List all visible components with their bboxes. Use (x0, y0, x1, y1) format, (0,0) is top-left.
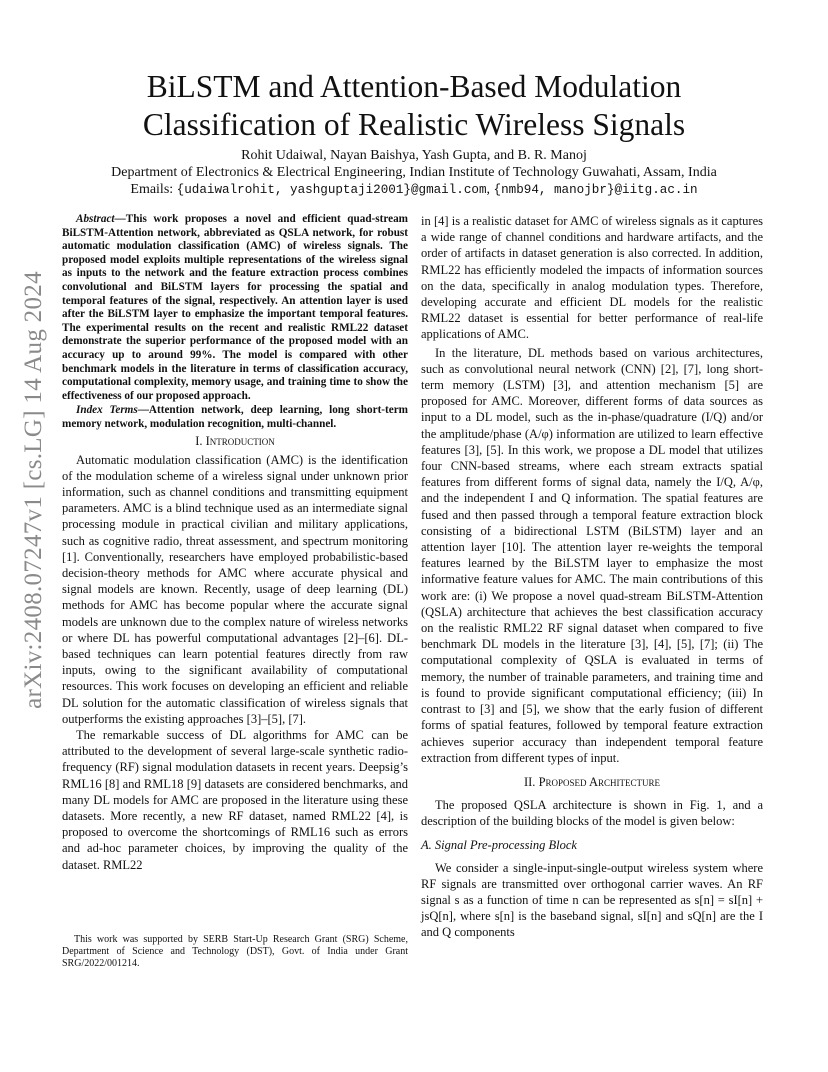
author-list: Rohit Udaiwal, Nayan Baishya, Yash Gupta, and B. R. Manoj (241, 148, 587, 163)
author-emails (0, 182, 828, 198)
index-terms-label: Index Terms (76, 404, 138, 417)
intro-paragraph-2: The remarkable success of DL algorithms for AMC can be attributed to the development of several large-scale synthetic radio-frequency (RF) signal modulation datasets in recent years. Deepsig’s RML16 [8] and RML18 [9] datasets are considered benchmarks, and many DL models for AMC are proposed in the literature using these datasets. More recently, a new RF dataset, named RML22 [4], is proposed to overcome the shortcomings of RML16 such as errors and ad-hoc parameter choices, by improving the quality of the dataset. RML22 (62, 727, 408, 872)
footnote: This work was supported by SERB Start-Up Research Grant (SRG) Scheme, Department of Science and Technology (DST), Govt. of India under Grant SRG/2022/001214. (62, 934, 408, 969)
architecture-paragraph: The proposed QSLA architecture is shown in Fig. 1, and a description of the building blocks of the model is given below: (421, 797, 763, 829)
section-heading-introduction: I. Introduction (195, 433, 275, 448)
emails-label: Emails: (130, 182, 177, 197)
title-line-1: BiLSTM and Attention-Based Modulation (146, 69, 682, 104)
abstract-text: —This work proposes a novel and efficient quad-stream BiLSTM-Attention network, abbreviated as QSLA network, for robust automatic modulation classification (AMC) of wireless signals. The proposed model exploits multiple representations of the wireless signal as inputs to the network and the feature extraction process combines convolutional and BiLSTM layers for processing the spatial and temporal features of the signal, respectively. An attention layer is used after the BiLSTM layer to emphasize the important temporal features. The experimental results on the recent and realistic RML22 dataset demonstrate the superior performance of the proposed model with an accuracy up to around 99%. The model is compared with other benchmark models in the literature in terms of classification accuracy, computational complexity, memory usage, and training time to show the effectiveness of our proposed approach. (62, 213, 408, 402)
preprocessing-paragraph: We consider a single-input-single-output wireless system where RF signals are transmitted over orthogonal carrier waves. An RF signal s as a function of time n can be represented as s[n] = sI[n] + jsQ[n], where s[n] is the baseband signal, sI[n] and sQ[n] are the I and Q components (421, 860, 763, 940)
index-terms-text: —Attention network, deep learning, long short-term memory network, modulation recognition, multi-channel. (62, 404, 408, 430)
affiliation: Department of Electronics & Electrical Engineering, Indian Institute of Technology Guwahati, Assam, India (111, 165, 717, 180)
right-column (421, 213, 763, 941)
left-column (62, 213, 408, 873)
paper-title (0, 68, 828, 144)
right-paragraph-2: In the literature, DL methods based on various architectures, such as convolutional neural network (CNN) [2], [7], long short-term memory (LSTM) [3], and attention mechanism [5] are proposed for AMC. Moreover, different forms of data sources as input to a DL model, such as the in-phase/quadrature (I/Q) and/or the amplitude/phase (A/φ) information are utilized to learn effective features [3], [5]. In this work, we propose a DL model that utilizes four CNN-based streams, where each stream extracts spatial features from different forms of signal data, namely the I/Q, A/φ, and the independent I and Q information. The spatial features are fused and then passed through a temporal feature extraction block consisting of a bidirectional LSTM (BiLSTM) layer and an attention layer [10]. The attention layer re-weights the temporal features learned by the BiLSTM layer to emphasize the most informative feature values for AMC. The main contributions of this work are: (i) We propose a novel quad-stream BiLSTM-Attention (QSLA) architecture that achieves the best classification accuracy on the realistic RML22 RF signal dataset when compared to five benchmark DL models in the literature [3], [4], [5], [7]; (ii) The computational complexity of QSLA is evaluated in terms of memory, the number of trainable parameters, and training time and is found to provide significant computational efficiency; (iii) In contrast to [3] and [5], we show that the early fusion of different forms of spatial features, followed by temporal feature extraction achieves superior accuracy than independent temporal feature extraction from different types of input. (421, 345, 763, 765)
right-paragraph-1: in [4] is a realistic dataset for AMC of wireless signals as it captures a wide range of channel conditions and hardware artifacts, and the order of artifacts in dataset generation is also corrected. In addition, RML22 has efficiently modeled the impacts of information sources on the data, specifically in analog modulation types. Therefore, developing accurate and efficient DL models for the realistic RML22 dataset is essential for better performance of real-life applications of AMC. (421, 214, 763, 342)
abstract-label: Abstract (76, 213, 115, 225)
index-terms (62, 404, 408, 431)
arxiv-identifier: arXiv:2408.07247v1 [cs.LG] 14 Aug 2024 (20, 271, 47, 709)
intro-paragraph-1: Automatic modulation classification (AMC) is the identification of the modulation scheme of a wireless signal under unknown prior information, such as channel conditions and transmitting equipment parameters. AMC is a blind technique used as an intermediate signal processing module in practical civilian and military applications, such as cognitive radio, threat assessment, and spectrum monitoring [1]. Conventionally, researchers have employed probabilistic-based decision-theory methods for AMC where accurate physical and signal models are known. Recently, usage of deep learning (DL) methods for AMC has become popular where the accurate signal models are unknown due to the complex nature of wireless networks or where DL has powerful computational advantages [2]–[6]. DL-based techniques can learn potential features directly from raw inputs, owing to the significant availability of computational resources. This work focuses on developing an efficient and reliable DL solution for the automatic classification of wireless signals that outperforms the existing approaches [3]–[5], [7]. (62, 452, 408, 726)
email-group-2: {nmb94, manojbr}@iitg.ac.in (493, 183, 698, 197)
abstract (62, 213, 408, 403)
title-line-2: Classification of Realistic Wireless Signals (142, 107, 686, 142)
section-heading-proposed-architecture: II. Proposed Architecture (523, 774, 660, 789)
emails-separator: , (486, 182, 494, 197)
subsection-heading-preprocessing: A. Signal Pre-processing Block (421, 838, 577, 853)
email-group-1: {udaiwalrohit, yashguptaji2001}@gmail.com (176, 183, 487, 197)
